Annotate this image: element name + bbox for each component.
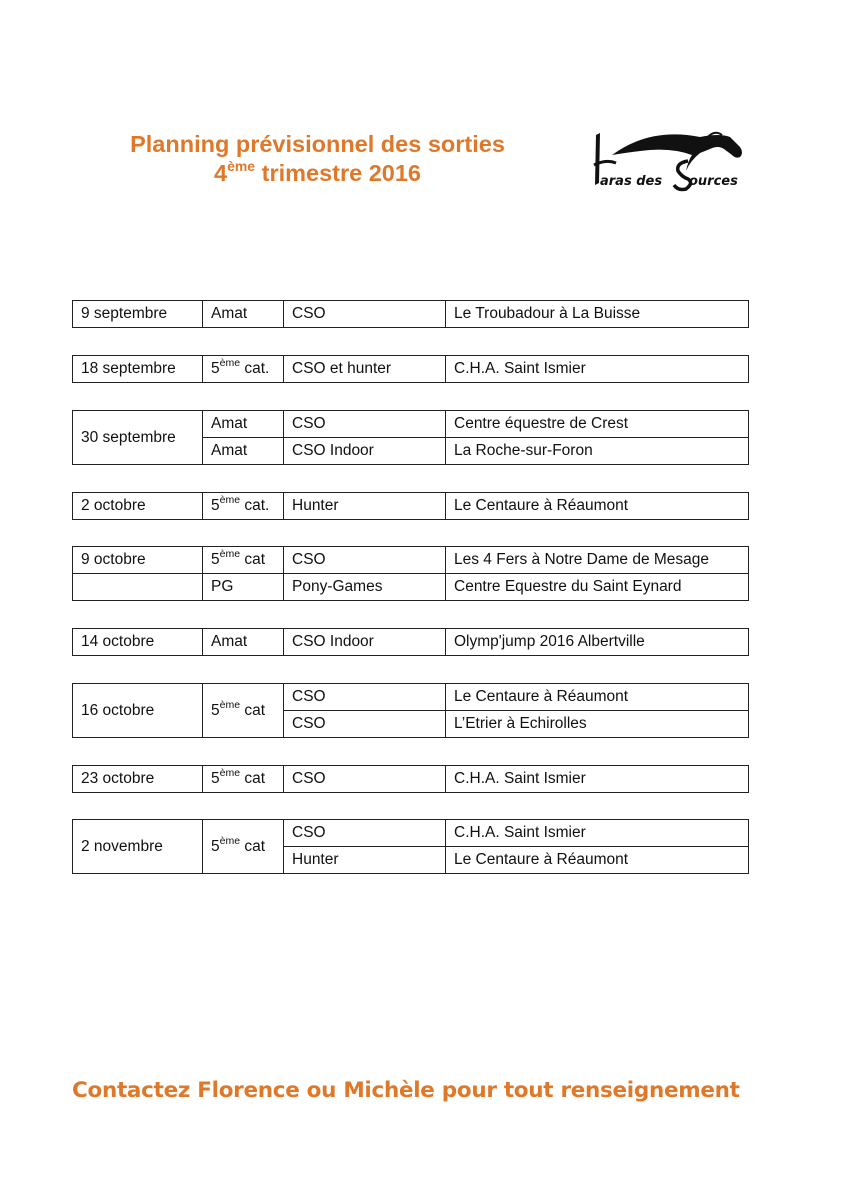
category-cell xyxy=(203,493,284,520)
date-cell xyxy=(73,574,203,601)
discipline-cell: CSO xyxy=(284,301,446,328)
schedule-table xyxy=(72,355,749,383)
table-row xyxy=(73,356,749,383)
discipline-cell: CSO xyxy=(284,411,446,438)
page-title xyxy=(60,130,575,188)
date-cell: 16 octobre xyxy=(73,684,203,738)
discipline-cell: Hunter xyxy=(284,847,446,874)
venue-cell: Le Centaure à Réaumont xyxy=(446,493,749,520)
venue-cell: Le Centaure à Réaumont xyxy=(446,684,749,711)
category-cell xyxy=(203,356,284,383)
date-cell: 14 octobre xyxy=(73,629,203,656)
category-value: 5 xyxy=(211,551,220,568)
discipline-cell: CSO Indoor xyxy=(284,438,446,465)
category-superscript: ème xyxy=(219,494,241,506)
table-row xyxy=(73,684,749,711)
category-superscript: ème xyxy=(219,767,241,779)
category-value: PG xyxy=(211,578,234,595)
category-value: Amat xyxy=(211,305,248,322)
title-line-1: Planning prévisionnel des sorties xyxy=(130,131,505,157)
schedule-table xyxy=(72,410,749,465)
category-value: Amat xyxy=(211,415,248,432)
category-value: 5 xyxy=(211,770,220,787)
venue-cell: La Roche-sur-Foron xyxy=(446,438,749,465)
discipline-cell: CSO Indoor xyxy=(284,629,446,656)
table-row xyxy=(73,493,749,520)
category-superscript: ème xyxy=(219,698,241,711)
category-value: 5 xyxy=(211,360,220,377)
schedule-table xyxy=(72,683,749,738)
date-cell: 9 septembre xyxy=(73,301,203,328)
category-suffix: cat xyxy=(240,701,266,719)
discipline-cell: CSO xyxy=(284,684,446,711)
date-cell: 2 octobre xyxy=(73,493,203,520)
date-cell: 9 octobre xyxy=(73,547,203,574)
category-value: 5 xyxy=(211,837,220,855)
schedule-table xyxy=(72,546,749,601)
venue-cell: Le Troubadour à La Buisse xyxy=(446,301,749,328)
date-cell: 30 septembre xyxy=(73,411,203,465)
venue-cell: Le Centaure à Réaumont xyxy=(446,847,749,874)
venue-cell: C.H.A. Saint Ismier xyxy=(446,356,749,383)
schedule-table xyxy=(72,628,749,656)
schedule-table xyxy=(72,819,749,874)
schedule-table xyxy=(72,492,749,520)
category-cell xyxy=(203,684,284,738)
discipline-cell: CSO xyxy=(284,766,446,793)
category-value: 5 xyxy=(211,701,220,719)
venue-cell: Les 4 Fers à Notre Dame de Mesage xyxy=(446,547,749,574)
category-suffix: cat xyxy=(240,837,266,855)
title-ordinal-number: 4 xyxy=(213,160,228,186)
logo-text-haras: aras des xyxy=(600,174,663,189)
title-quarter-text: trimestre 2016 xyxy=(255,160,422,186)
category-suffix: cat. xyxy=(240,360,270,377)
category-cell xyxy=(203,411,284,438)
date-cell: 23 octobre xyxy=(73,766,203,793)
date-cell: 2 novembre xyxy=(73,820,203,874)
venue-cell: C.H.A. Saint Ismier xyxy=(446,820,749,847)
table-row xyxy=(73,629,749,656)
category-cell xyxy=(203,301,284,328)
table-row xyxy=(73,766,749,793)
category-suffix: cat xyxy=(240,551,266,568)
category-value: Amat xyxy=(211,442,248,459)
table-row xyxy=(73,411,749,438)
category-cell xyxy=(203,547,284,574)
category-cell xyxy=(203,438,284,465)
title-line-2 xyxy=(60,159,575,188)
category-superscript: ème xyxy=(219,834,241,847)
discipline-cell: CSO xyxy=(284,711,446,738)
haras-des-sources-logo xyxy=(590,125,750,195)
contact-footer: Contactez Florence ou Michèle pour tout renseignement xyxy=(72,1078,740,1103)
venue-cell: L’Etrier à Echirolles xyxy=(446,711,749,738)
logo-h-crossbar xyxy=(594,161,616,165)
table-row xyxy=(73,547,749,574)
table-row xyxy=(73,301,749,328)
date-cell: 18 septembre xyxy=(73,356,203,383)
table-row xyxy=(73,574,749,601)
discipline-cell: CSO xyxy=(284,547,446,574)
title-ordinal-superscript: ème xyxy=(227,158,256,174)
schedule-table xyxy=(72,765,749,793)
category-cell xyxy=(203,766,284,793)
schedule-table xyxy=(72,300,749,328)
table-row xyxy=(73,820,749,847)
category-superscript: ème xyxy=(219,357,241,369)
category-value: Amat xyxy=(211,633,248,650)
venue-cell: Centre Equestre du Saint Eynard xyxy=(446,574,749,601)
discipline-cell: Pony-Games xyxy=(284,574,446,601)
discipline-cell: Hunter xyxy=(284,493,446,520)
category-cell xyxy=(203,574,284,601)
logo-text-sources: ources xyxy=(689,174,738,189)
venue-cell: C.H.A. Saint Ismier xyxy=(446,766,749,793)
discipline-cell: CSO et hunter xyxy=(284,356,446,383)
venue-cell: Centre équestre de Crest xyxy=(446,411,749,438)
category-suffix: cat xyxy=(240,770,266,787)
category-superscript: ème xyxy=(219,548,241,560)
category-cell xyxy=(203,629,284,656)
category-suffix: cat. xyxy=(240,497,270,514)
venue-cell: Olymp'jump 2016 Albertville xyxy=(446,629,749,656)
category-cell xyxy=(203,820,284,874)
category-value: 5 xyxy=(211,497,220,514)
discipline-cell: CSO xyxy=(284,820,446,847)
